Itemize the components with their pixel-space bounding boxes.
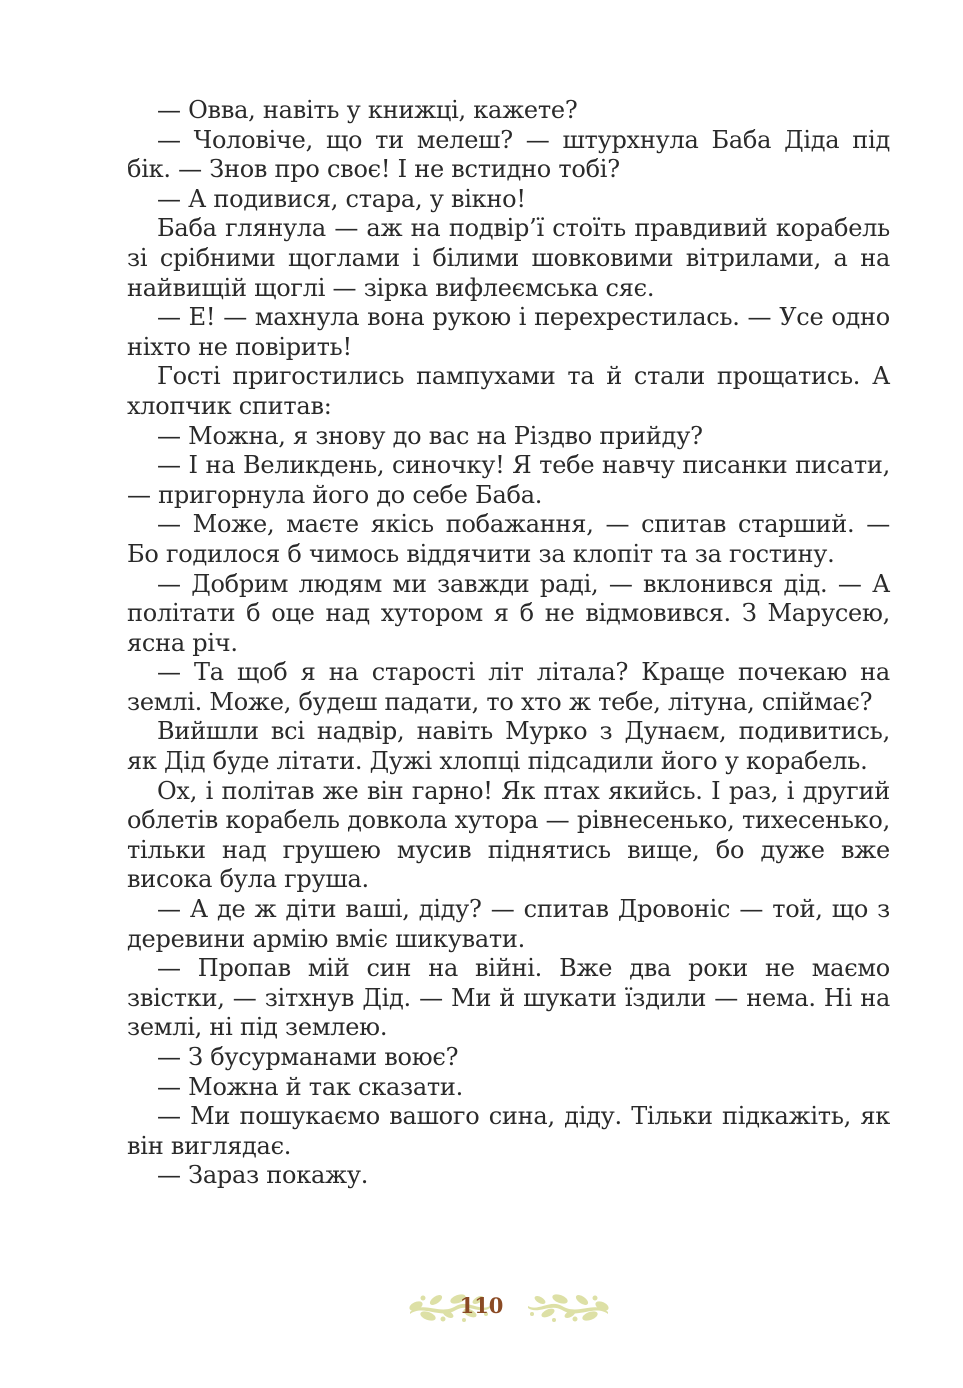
page-number: 110 (459, 1293, 504, 1318)
paragraph-2: — Чоловіче, що ти мелеш? — штурхнула Баба Діда під бік. — Знов про своє! І не встидно тобі? (127, 125, 890, 184)
paragraph-19: — Зараз покажу. (157, 1161, 369, 1190)
paragraph-14: — А де ж діти ваші, діду? — спитав Дровоніс — той, що з деревини армію вміє шикувати. (127, 895, 890, 953)
paragraph-9: — Може, маєте якісь побажання, — спитав старший. — Бо годилося б чимось віддячити за клопіт та за гостину. (127, 510, 890, 568)
paragraph-16: — З бусурманами воює? (157, 1043, 459, 1071)
paragraph-12: Вийшли всі надвір, навіть Мурко з Дунаєм, подивитись, як Дід буде літати. Дужі хлопці підсадили його у корабель. (127, 717, 890, 776)
story-text (127, 96, 890, 1191)
paragraph-8: — І на Великдень, синочку! Я тебе навчу писанки писати, — пригорнула його до себе Баба. (127, 451, 890, 509)
paragraph-11: — Та щоб я на старості літ літала? Краще почекаю на землі. Може, будеш падати, то хто ж тебе, літуна, спіймає? (127, 658, 890, 716)
paragraph-3: — А подивися, стара, у вікно! (157, 184, 526, 213)
paragraph-1: — Овва, навіть у книжці, кажете? (157, 96, 578, 124)
paragraph-15: — Пропав мій син на війні. Вже два роки не маємо звістки, — зітхнув Дід. — Ми й шукати їздили — нема. Ні на землі, ні під землею. (127, 954, 890, 1042)
paragraph-13: Ох, і політав же він гарно! Як птах якийсь. І раз, і другий облетів корабель довкола хутора — рівнесенько, тихесенько, тільки над грушею мусив піднятись вище, бо дуже вже висока була груша. (127, 776, 890, 894)
paragraph-7: — Можна, я знову до вас на Різдво прийду? (157, 421, 703, 450)
paragraph-17: — Можна й так сказати. (157, 1072, 464, 1101)
paragraph-4: Баба глянула — аж на подвір’ї стоїть правдивий корабель зі срібними щоглами і білими шовковими вітрилами, а на найвищій щоглі — зірка вифлеємська сяє. (127, 214, 890, 302)
paragraph-18: — Ми пошукаємо вашого сина, діду. Тільки підкажіть, як він виглядає. (127, 1102, 890, 1160)
paragraph-6: Гості пригостились пампухами та й стали прощатись. А хлопчик спитав: (127, 362, 890, 420)
page-footer (0, 1286, 963, 1336)
paragraph-10: — Добрим людям ми завжди раді, — вклонився дід. — А політати б оце над хутором я б не відмовився. З Марусею, ясна річ. (127, 569, 890, 657)
paragraph-5: — Е! — махнула вона рукою і перехрестилась. — Усе одно ніхто не повірить! (127, 303, 890, 361)
